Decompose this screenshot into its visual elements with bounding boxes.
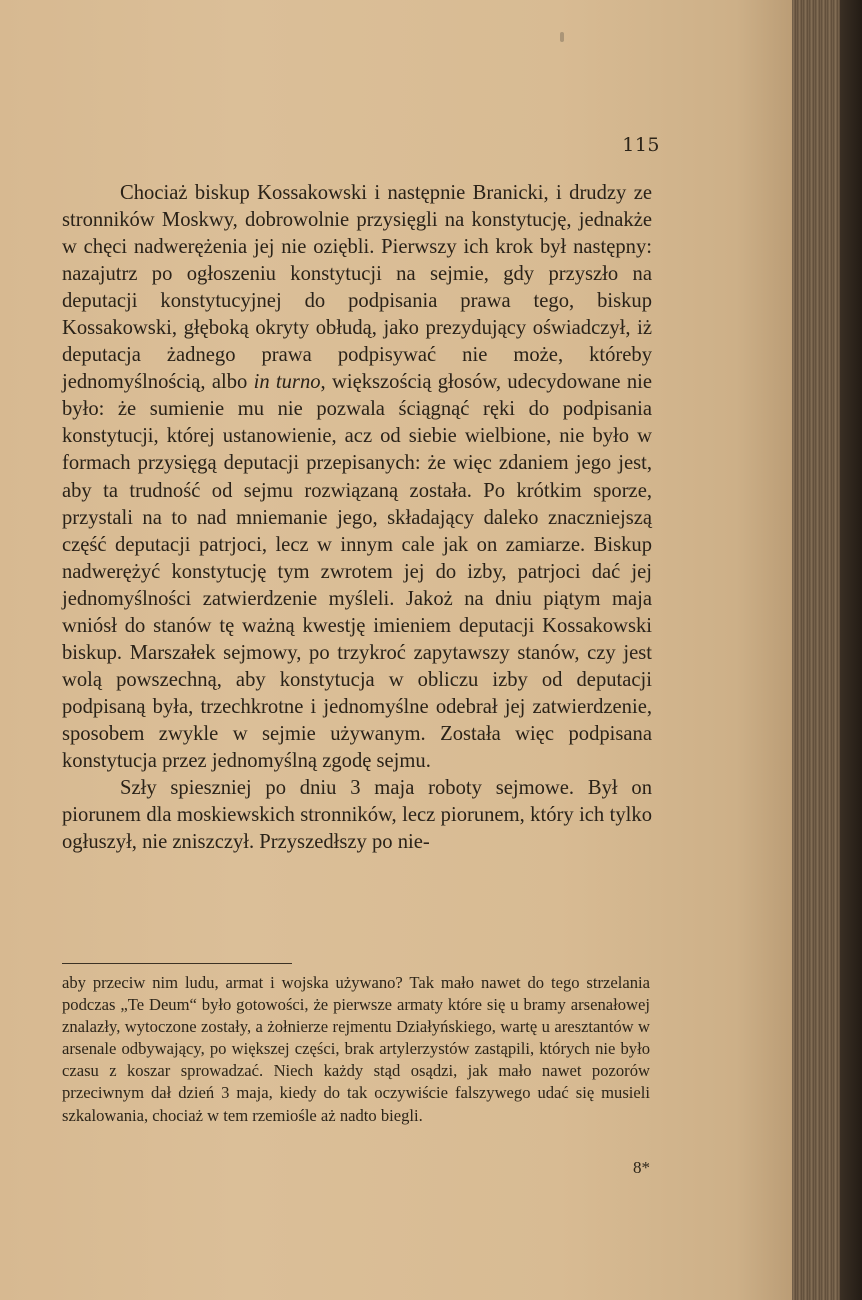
book-page-edges (792, 0, 862, 1300)
paper-speck (560, 32, 564, 42)
paragraph-1-text-end: , większością głosów, udecydowane nie było: że sumienie mu nie pozwala ściągnąć ręki do podpisania konstytucji, której ustanowienie, acz od siebie wielbione, nie było w formach przysięgą deputacji przepisanych: że więc zdaniem jego jest, aby ta trudność od sejmu rozwiązaną została. Po krótkim sporze, przystali na to nad mniemanie jego, składający daleko znaczniejszą część deputacji patrjoci, lecz w innym cale jak on zamiarze. Biskup nadwerężyć konstytucję tym zwrotem jej do izby, patrjoci dać jej jednomyślności zatwierdzenie myśleli. Jakoż na dniu piątym maja wniósł do stanów tę ważną kwestję imieniem deputacji Kossakowski biskup. Marszałek sejmowy, po trzykroć zapytawszy stanów, czy jest wolą powszechną, aby konstytucja w obliczu izby od deputacji podpisaną była, trzechkrotne i jednomyślne odebrał jej zatwierdzenie, sposobem zwykle w sejmie używanym. Została więc podpisana konstytucja przez jednomyślną zgodę sejmu. (62, 371, 653, 772)
footnote (62, 972, 650, 1127)
paragraph-1-text-start: Chociaż biskup Kossakowski i następnie Branicki, i drudzy ze stronników Moskwy, dobrowolnie przysięgli na konstytucję, jednakże w chęci nadwerężenia jej nie oziębli. Pierwszy ich krok był następny: nazajutrz po ogłoszeniu konstytucji na sejmie, gdy przyszło na deputacji konstytucyjnej do podpisania prawa tego, biskup Kossakowski, głęboką okryty obłudą, jako prezydujący oświadczył, iż deputacja żadnego prawa podpisywać nie może, któreby jednomyślnością, albo (62, 182, 652, 394)
footnote-text: aby przeciw nim ludu, armat i wojska używano? Tak mało nawet do tego strzelania podczas „Te Deum“ było gotowości, że pierwsze armaty które się u bramy arsenałowej znalazły, wytoczone zostały, a żołnierze rejmentu Działyńskiego, wartę u aresztantów w arsenale odbywający, po większej części, brak artylerzystów zastąpili, których nie było czasu z koszar sprowadzać. Niech każdy stąd osądzi, jak mało nawet pozorów przeciwnym dał dzień 3 maja, kiedy do tak oczywiście falszywego udać się musieli szkalowania, chociaż w tem rzemiośle aż nadto biegli. (62, 973, 650, 1125)
paragraph-1 (62, 180, 652, 775)
italic-phrase: in turno (253, 371, 321, 394)
footnote-divider (62, 963, 292, 964)
main-text (62, 180, 652, 856)
page-number: 115 (622, 134, 660, 156)
printer-signature-mark: 8* (633, 1158, 650, 1177)
paragraph-2: Szły spieszniej po dniu 3 maja roboty sejmowe. Był on piorunem dla moskiewskich stronników, lecz piorunem, który ich tylko ogłuszył, nie zniszczył. Przyszedłszy po nie- (62, 777, 652, 854)
